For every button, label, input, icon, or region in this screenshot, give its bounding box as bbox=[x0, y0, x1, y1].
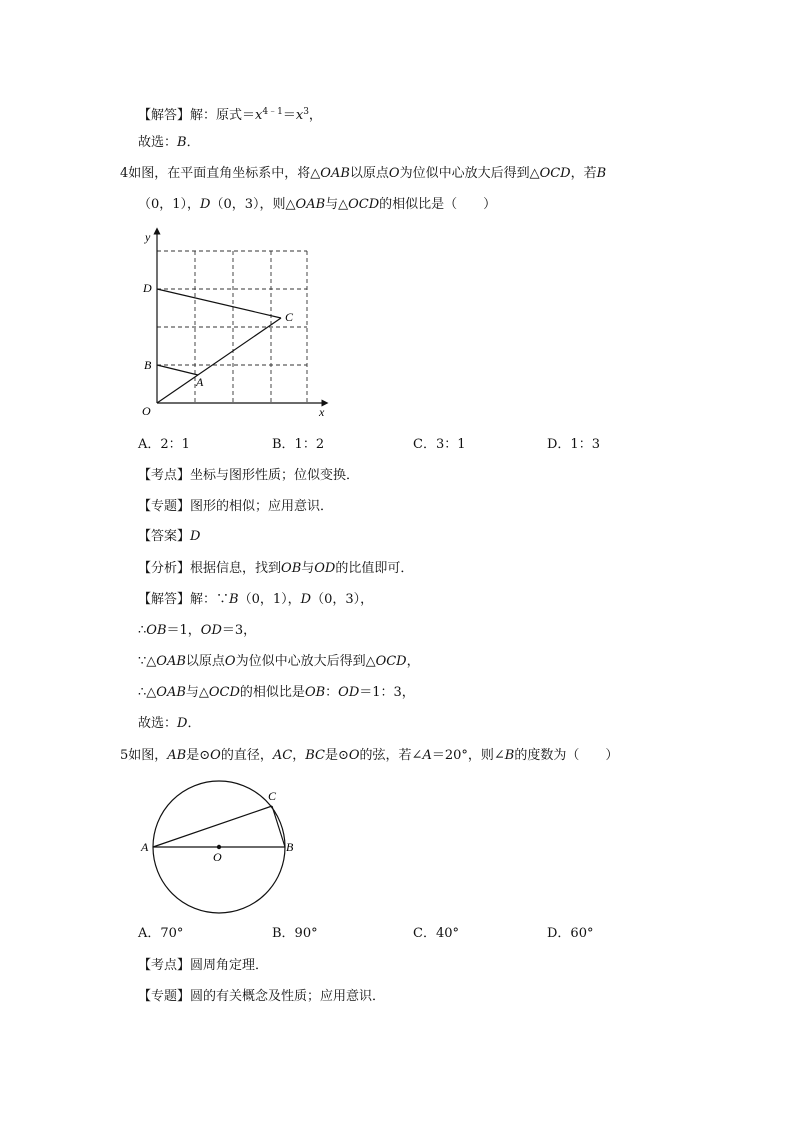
q4-stem-line1: 4如图，在平面直角坐标系中，将△OAB以原点O为位似中心放大后得到△OCD，若B bbox=[120, 166, 607, 181]
q4-solution-line2: ∴OB＝1，OD＝3， bbox=[138, 623, 257, 638]
point-label-o: O bbox=[142, 404, 151, 418]
center-point bbox=[217, 845, 221, 849]
answer-label: 【解答】 bbox=[138, 108, 191, 123]
prev-answer-line: 【解答】解：原式$=x^{4﹣1}=x^3$， bbox=[138, 107, 322, 123]
prev-choose-line: 故选：B． bbox=[138, 135, 200, 150]
x-axis-label: x bbox=[319, 405, 325, 419]
q5-option-d[interactable]: D．60° bbox=[547, 926, 594, 941]
q4-coordinate-figure bbox=[135, 225, 335, 420]
q4-kaodian: 【考点】坐标与图形性质；位似变换． bbox=[138, 468, 360, 483]
q5-kaodian: 【考点】圆周角定理． bbox=[138, 958, 269, 973]
q5-stem: 5如图，AB是⊙O的直径，AC，BC是⊙O的弦，若∠A＝20°，则∠B的度数为（ ） bbox=[120, 748, 619, 763]
point-label-o: O bbox=[213, 850, 222, 864]
point-label-b: B bbox=[286, 840, 294, 854]
q4-solution-line3: ∵△OAB以原点O为位似中心放大后得到△OCD， bbox=[138, 654, 420, 669]
q5-circle-figure bbox=[135, 775, 305, 920]
dashed-grid bbox=[157, 251, 307, 403]
q4-zhuanti: 【专题】图形的相似；应用意识． bbox=[138, 499, 334, 514]
q4-choose: 故选：D． bbox=[138, 716, 201, 731]
point-label-a: A bbox=[196, 375, 204, 389]
q4-answer: 【答案】D bbox=[138, 529, 201, 544]
q4-option-c[interactable]: C．3：1 bbox=[413, 437, 466, 452]
q4-analysis: 【分析】根据信息，找到OB与OD的比值即可． bbox=[138, 561, 414, 576]
y-axis-label: y bbox=[145, 230, 151, 244]
q5-option-b[interactable]: B．90° bbox=[272, 926, 318, 941]
point-label-c: C bbox=[285, 310, 294, 324]
chord-ac bbox=[153, 806, 272, 847]
question-number: 4 bbox=[120, 166, 129, 181]
q4-option-d[interactable]: D．1：3 bbox=[547, 437, 600, 452]
q4-option-b[interactable]: B．1：2 bbox=[272, 437, 325, 452]
q4-stem-line2: （0，1），D（0，3），则△OAB与△OCD的相似比是（ ） bbox=[138, 197, 497, 212]
point-label-c: C bbox=[268, 789, 277, 803]
chord-bc bbox=[272, 806, 285, 847]
question-number: 5 bbox=[120, 748, 129, 763]
q5-zhuanti: 【专题】圆的有关概念及性质；应用意识． bbox=[138, 989, 386, 1004]
q4-solution-line4: ∴△OAB与△OCD的相似比是OB：OD＝1：3， bbox=[138, 685, 415, 700]
point-label-d: D bbox=[143, 281, 152, 295]
q5-option-c[interactable]: C．40° bbox=[413, 926, 459, 941]
point-label-a: A bbox=[141, 840, 149, 854]
q4-option-a[interactable]: A．2：1 bbox=[138, 437, 190, 452]
q5-option-a[interactable]: A．70° bbox=[138, 926, 184, 941]
triangles bbox=[157, 289, 281, 403]
q4-solution-line1: 【解答】解：∵B（0，1），D（0，3）， bbox=[138, 592, 374, 607]
point-label-b: B bbox=[144, 358, 152, 372]
